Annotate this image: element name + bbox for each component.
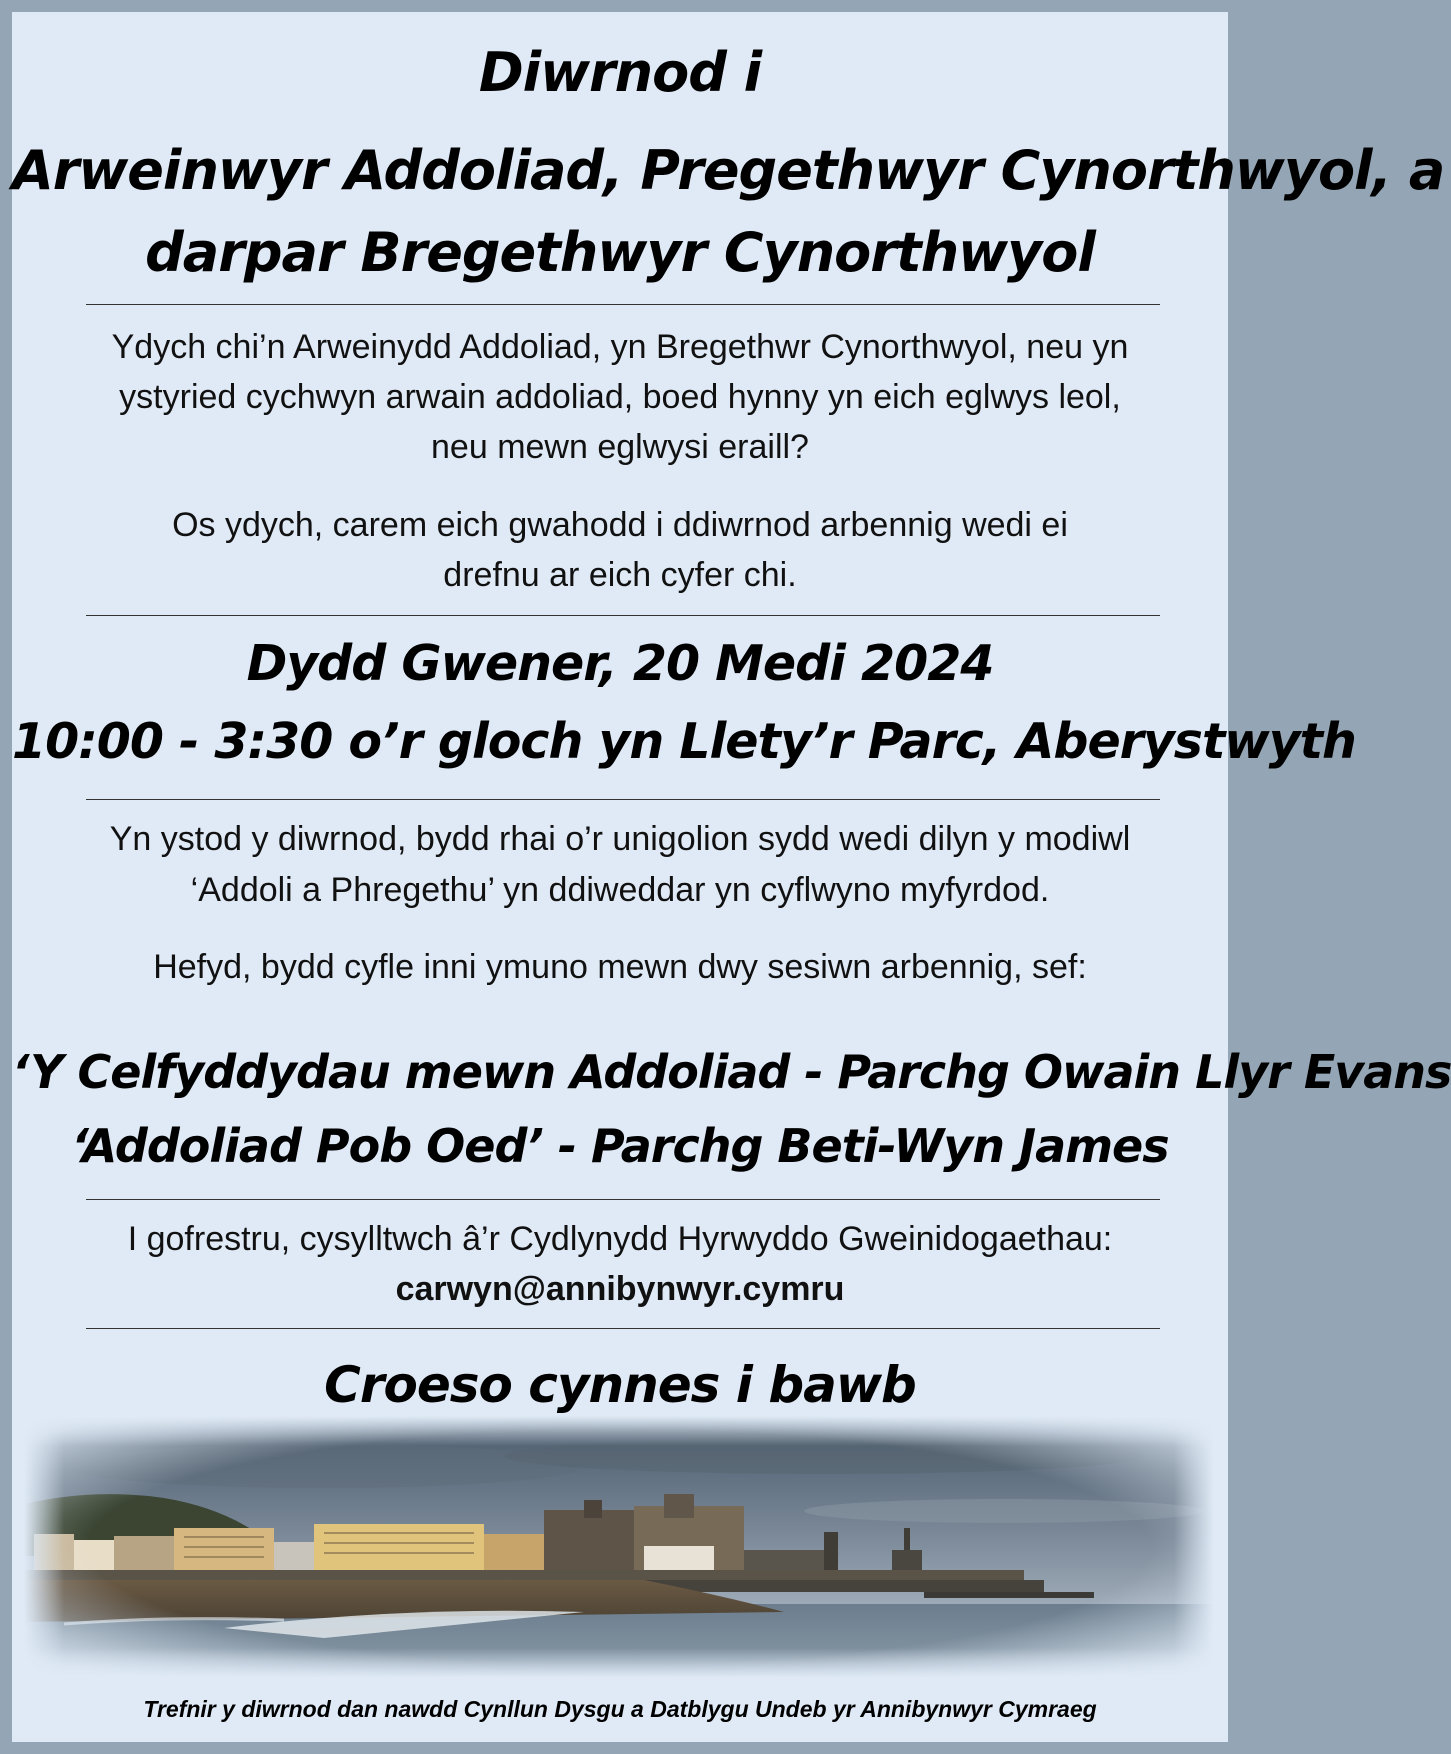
title-line-3: darpar Bregethwyr Cynorthwyol: [145, 221, 1095, 284]
divider: [86, 799, 1160, 800]
title-line-1: Diwrnod i: [478, 41, 762, 104]
title-line-2: Arweinwyr Addoliad, Pregethwyr Cynorthwyol, a: [12, 139, 1445, 202]
intro-p2-line2: drefnu ar eich cyfer chi.: [443, 556, 797, 594]
intro-p2-line1: Os ydych, carem eich gwahodd i ddiwrnod arbennig wedi ei: [172, 506, 1068, 544]
divider: [86, 1328, 1160, 1329]
event-date: Dydd Gwener, 20 Medi 2024: [246, 635, 994, 692]
footer-note: Trefnir y diwrnod dan nawdd Cynllun Dysgu a Datblygu Undeb yr Annibynwyr Cymraeg: [143, 1696, 1097, 1722]
aberystwyth-seafront-photo: [24, 1416, 1214, 1678]
welcome-heading: Croeso cynnes i bawb: [324, 1356, 916, 1414]
divider: [86, 304, 1160, 305]
program-p2: Hefyd, bydd cyfle inni ymuno mewn dwy sesiwn arbennig, sef:: [153, 948, 1087, 986]
program-p1-line1: Yn ystod y diwrnod, bydd rhai o’r unigolion sydd wedi dilyn y modiwl: [109, 820, 1131, 858]
registration-text: I gofrestru, cysylltwch â’r Cydlynydd Hyrwyddo Gweinidogaethau:: [127, 1220, 1113, 1258]
registration-email[interactable]: carwyn@annibynwyr.cymru: [395, 1270, 845, 1308]
intro-p1-line1: Ydych chi’n Arweinydd Addoliad, yn Bregethwr Cynorthwyol, neu yn: [111, 328, 1129, 366]
session-2: ‘Addoliad Pob Oed’ - Parchg Beti-Wyn James: [71, 1119, 1169, 1173]
program-p1-line2: ‘Addoli a Phregethu’ yn ddiweddar yn cyflwyno myfyrdod.: [190, 871, 1050, 909]
divider: [86, 1199, 1160, 1200]
divider: [86, 615, 1160, 616]
event-time-venue: 10:00 - 3:30 o’r gloch yn Llety’r Parc, Aberystwyth: [12, 713, 1356, 770]
session-1: ‘Y Celfyddydau mewn Addoliad - Parchg Owain Llyr Evans: [12, 1045, 1451, 1099]
intro-p1-line3: neu mewn eglwysi eraill?: [431, 428, 809, 466]
intro-p1-line2: ystyried cychwyn arwain addoliad, boed hynny yn eich eglwys leol,: [119, 378, 1121, 416]
